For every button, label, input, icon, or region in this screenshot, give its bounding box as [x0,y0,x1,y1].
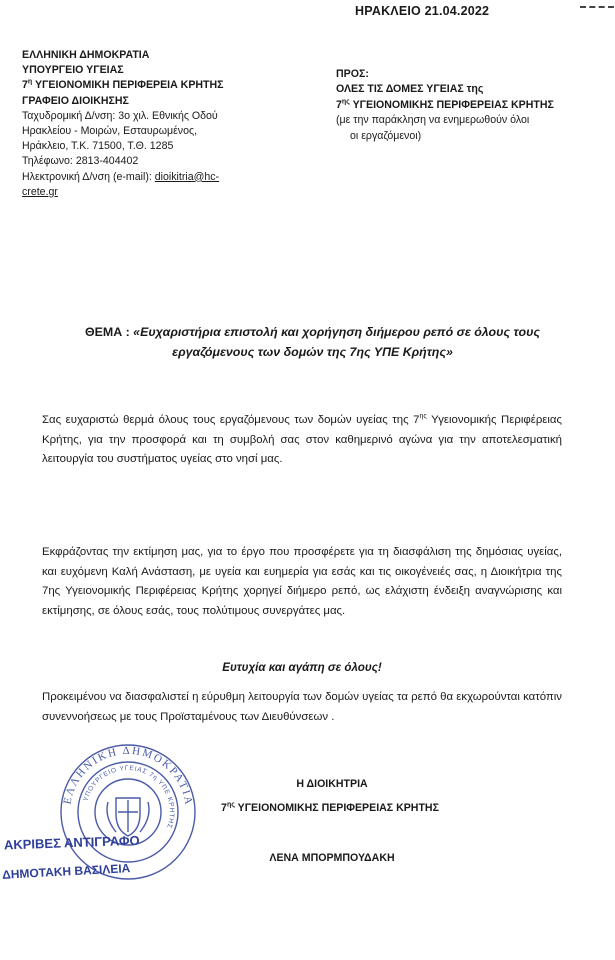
stamp-line-1: ΑΚΡΙΒΕΣ ΑΝΤΙΓΡΑΦΟ [3,832,140,853]
body-paragraph-2: Εκφράζοντας την εκτίμηση μας, για το έργο που προσφέρετε για τη διασφάλιση της δημόσιας υγείας, και ευχόμενη Καλή Ανάσταση, με υγεία και ευημερία για εσάς και τις οικογένειές σας, η Διοικήτρια της 7ης Υγειονομικής Περιφέρειας Κρήτης χορηγεί διήμερο ρεπό, ως ελάχιστη ένδειξη αναγνώρισης και εκτίμησης, σε όλους εσάς, τους πολύτιμους συνεργάτες μας. [42,546,562,617]
recipient-line-3: (με την παράκληση να ενημερωθούν όλοι [336,114,530,127]
signature-title: Η ΔΙΟΙΚΗΤΡΙΑ [296,778,368,790]
recipient-line-1: ΟΛΕΣ ΤΙΣ ΔΟΜΕΣ ΥΓΕΙΑΣ της [336,83,484,96]
email-link[interactable]: dioikitria@hc- [154,170,220,183]
subject-label: ΘΕΜΑ : [84,325,134,339]
signature-organization: $7^{\eta\varsigma}$ ΥΓΕΙΟΝΟΜΙΚΗΣ ΠΕΡΙΦΕΡΕΙΑΣ ΚΡΗΤΗΣ [221,801,439,814]
sender-address-line-2: Ηρακλείου - Μοιρών, Εσταυρωμένος, [22,125,198,138]
seal-inner-text: ΥΠΟΥΡΓΕΙΟ ΥΓΕΙΑΣ 7η ΥΠΕ ΚΡΗΤΗΣ [82,764,176,830]
body-wishes: Ευτυχία και αγάπη σε όλους! [222,661,382,674]
body-paragraph-3: Προκειμένου να διασφαλιστεί η εύρυθμη λειτουργία των δομών υγείας τα ρεπό θα εκχωρούνται κατόπιν συνεννοήσεως με τους Προϊσταμένους των Διευθύνσεων . [42,691,562,723]
subject-heading [40,322,585,362]
recipient-label: ΠΡΟΣ: [336,68,369,80]
sender-address-line-1: Ταχυδρομική Δ/νση: 3ο χιλ. Εθνικής Οδού [22,109,218,122]
sender-email-continued [22,185,342,200]
sender-office: ΓΡΑΦΕΙΟ ΔΙΟΙΚΗΣΗΣ [22,94,129,107]
sender-phone: Τηλέφωνο: 2813-404402 [22,155,139,168]
sender-region: $7^\eta$ ΥΓΕΙΟΝΟΜΙΚΗ ΠΕΡΙΦΕΡΕΙΑ ΚΡΗΤΗΣ [22,78,224,92]
subject-line-2: εργαζόμενους των δομών της 7ης ΥΠΕ Κρήτης» [172,345,453,359]
subject-line-1: «Ευχαριστήρια επιστολή και χορήγηση διήμερου ρεπό σε όλους τους [133,325,541,339]
recipient-line-4: οι εργαζόμενοι) [350,129,422,142]
document-date: ΗΡΑΚΛΕΙΟ 21.04.2022 [355,4,490,18]
sender-address-line-3: Ηράκλειο, Τ.Κ. 71500, Τ.Θ. 1285 [22,140,174,153]
certified-copy-stamp [0,825,150,883]
page-corner-mark [580,0,614,8]
stamp-line-2: ΔΗΜΟΤΑΚΗ ΒΑΣΙΛΕΙΑ [1,861,131,882]
email-link-continued[interactable]: crete.gr [22,185,58,198]
sender-ministry: ΥΠΟΥΡΓΕΙΟ ΥΓΕΙΑΣ [22,64,124,77]
seal-outer-text: ΕΛΛΗΝΙΚΗ ΔΗΜΟΚΡΑΤΙΑ [61,744,195,808]
signature-name: ΛΕΝΑ ΜΠΟΡΜΠΟΥΔΑΚΗ [269,852,395,864]
recipient-line-2: $7^{\eta\varsigma}$ ΥΓΕΙΟΝΟΜΙΚΗΣ ΠΕΡΙΦΕΡΕΙΑΣ ΚΡΗΤΗΣ [336,98,554,111]
sender-country: ΕΛΛΗΝΙΚΗ ΔΗΜΟΚΡΑΤΙΑ [22,49,150,61]
sender-email: Ηλεκτρονική Δ/νση (e-mail): dioikitria@hc- [22,170,220,183]
recipient-block [336,67,606,144]
sender-block [22,48,342,200]
body-paragraph-1: Σας ευχαριστώ θερμά όλους τους εργαζόμενους των δομών υγείας της $7^{\eta\varsigma}$ Υγειονομικής Περιφέρειας Κρήτης, για την προσφορά και τη συμβολή σας στον καθημερινό αγώνα για την αποτελεσματική λειτουργία του συστήματος υγείας στο νησί μας. [42,413,562,466]
